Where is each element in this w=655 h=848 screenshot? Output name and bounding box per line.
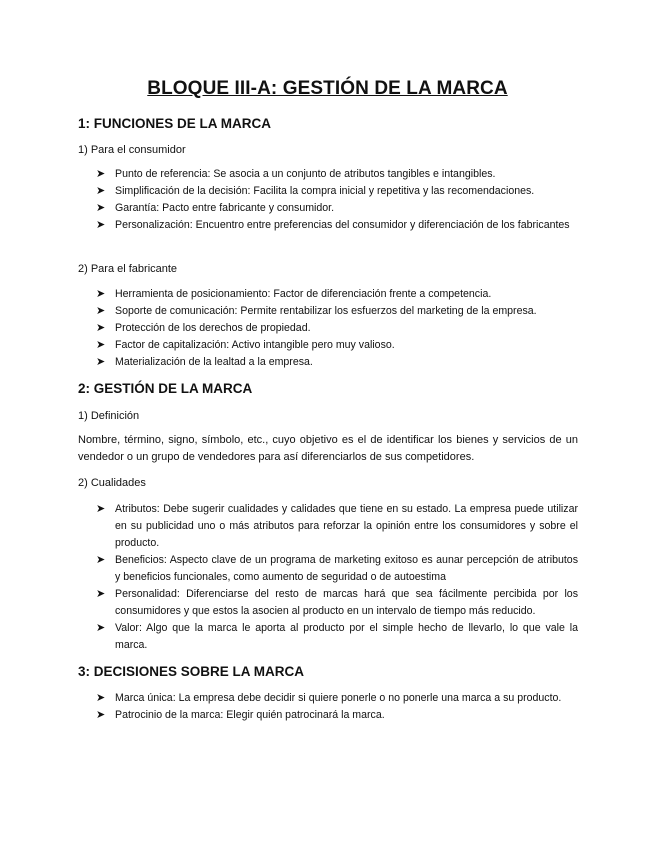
list-item: ➤ Protección de los derechos de propiedad. <box>96 320 578 337</box>
arrow-bullet-icon: ➤ <box>96 219 106 231</box>
document-title: BLOQUE III-A: GESTIÓN DE LA MARCA <box>147 78 508 99</box>
arrow-bullet-icon: ➤ <box>96 588 106 600</box>
list-item: ➤ Herramienta de posicionamiento: Factor de diferenciación frente a competencia. <box>96 286 578 303</box>
arrow-bullet-icon: ➤ <box>96 288 106 300</box>
list-item: ➤ Beneficios: Aspecto clave de un programa de marketing exitoso es aunar percepción de atributos y beneficios funcionales, como aumento de seguridad o de autoestima <box>96 554 578 583</box>
arrow-bullet-icon: ➤ <box>96 503 106 515</box>
section-heading-gestion: 2: GESTIÓN DE LA MARCA <box>78 381 253 396</box>
arrow-bullet-icon: ➤ <box>96 339 106 351</box>
arrow-bullet-icon: ➤ <box>96 168 106 180</box>
list-item: ➤ Personalización: Encuentro entre preferencias del consumidor y diferenciación de los fabricantes <box>96 217 578 234</box>
qualities-list <box>96 501 578 654</box>
arrow-bullet-icon: ➤ <box>96 202 106 214</box>
list-item: ➤ Valor: Algo que la marca le aporta al producto por el simple hecho de llevarlo, lo que vale la marca. <box>96 622 578 651</box>
list-item: ➤ Garantía: Pacto entre fabricante y consumidor. <box>96 200 578 217</box>
section-heading-funciones: 1: FUNCIONES DE LA MARCA <box>78 116 272 131</box>
list-item: ➤ Atributos: Debe sugerir cualidades y calidades que tiene en su estado. La empresa puede utilizar en su publicidad uno o más atributos para reforzar la opinión entre los consumidores y sobre el producto. <box>96 503 578 549</box>
arrow-bullet-icon: ➤ <box>96 554 106 566</box>
list-item: ➤ Soporte de comunicación: Permite rentabilizar los esfuerzos del marketing de la empresa. <box>96 303 578 320</box>
subheading-fabricante: 2) Para el fabricante <box>78 263 178 275</box>
consumer-functions-list <box>96 166 578 234</box>
arrow-bullet-icon: ➤ <box>96 322 106 334</box>
list-item: ➤ Marca única: La empresa debe decidir si quiere ponerle o no ponerle una marca a su producto. <box>96 690 578 707</box>
list-item: ➤ Personalidad: Diferenciarse del resto de marcas hará que sea fácilmente percibida por los consumidores y que estos la asocien al producto en un intervalo de tiempo más reducido. <box>96 588 578 617</box>
subheading-cualidades: 2) Cualidades <box>78 477 146 489</box>
list-item: ➤ Patrocinio de la marca: Elegir quién patrocinará la marca. <box>96 707 578 724</box>
arrow-bullet-icon: ➤ <box>96 709 106 721</box>
arrow-bullet-icon: ➤ <box>96 305 106 317</box>
arrow-bullet-icon: ➤ <box>96 622 106 634</box>
arrow-bullet-icon: ➤ <box>96 692 106 704</box>
arrow-bullet-icon: ➤ <box>96 185 106 197</box>
list-item: ➤ Punto de referencia: Se asocia a un conjunto de atributos tangibles e intangibles. <box>96 166 578 183</box>
subheading-definicion: 1) Definición <box>78 410 140 422</box>
list-item: ➤ Materialización de la lealtad a la empresa. <box>96 354 578 371</box>
list-item: ➤ Factor de capitalización: Activo intangible pero muy valioso. <box>96 337 578 354</box>
section-heading-decisiones: 3: DECISIONES SOBRE LA MARCA <box>78 664 305 679</box>
decisions-list <box>96 690 578 724</box>
definition-paragraph: Nombre, término, signo, símbolo, etc., cuyo objetivo es el de identificar los bienes y servicios de un vendedor o un grupo de vendedores para así diferenciarlos de sus competidores. <box>78 434 578 463</box>
arrow-bullet-icon: ➤ <box>96 356 106 368</box>
list-item: ➤ Simplificación de la decisión: Facilita la compra inicial y repetitiva y las recomendaciones. <box>96 183 578 200</box>
maker-functions-list <box>96 286 578 371</box>
subheading-consumidor: 1) Para el consumidor <box>78 144 186 156</box>
